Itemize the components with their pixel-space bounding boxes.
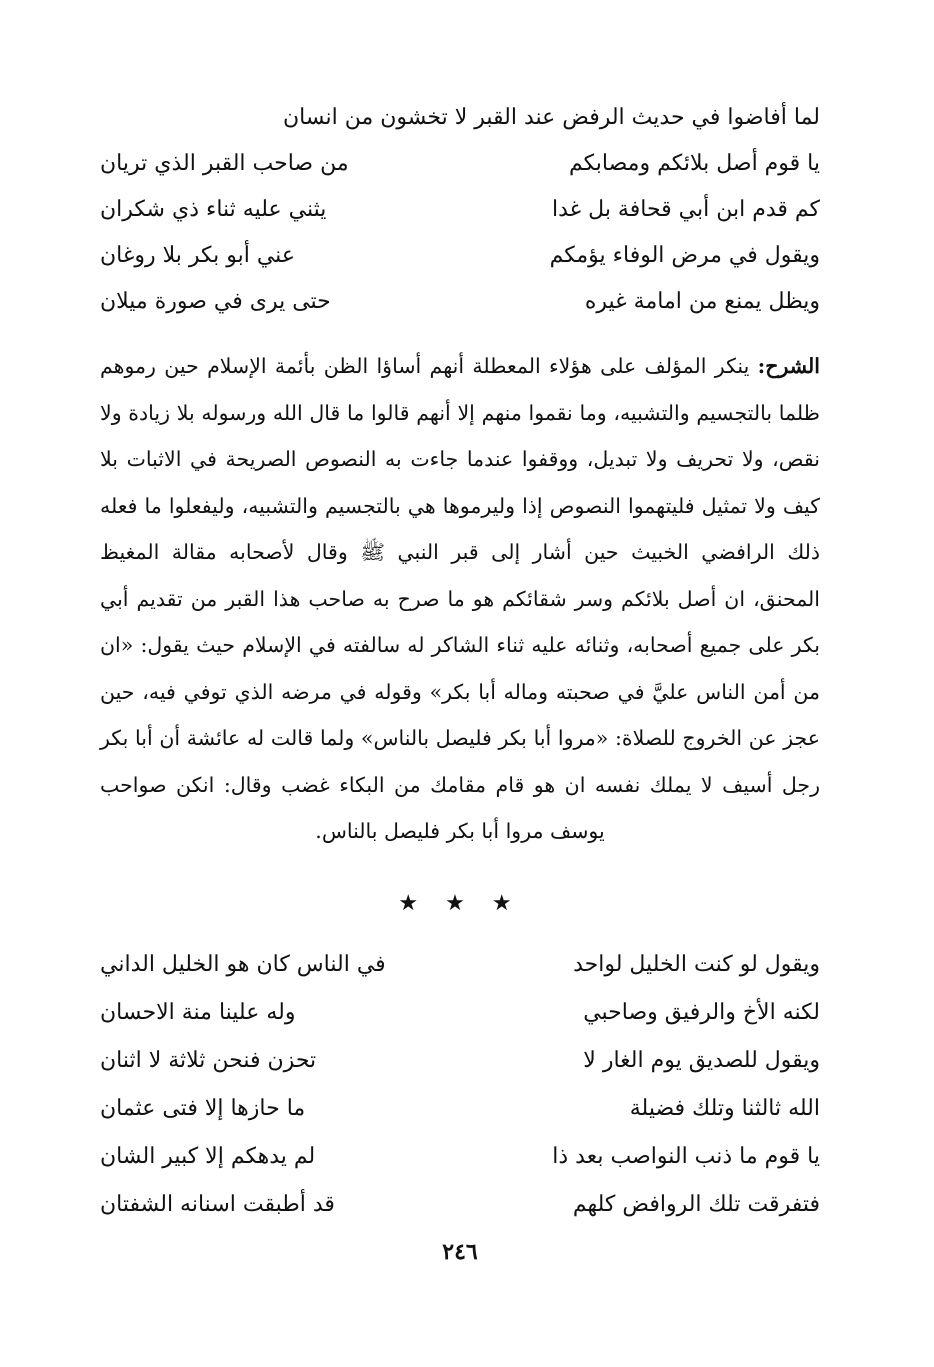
verse-first-hemistich: لكنه الأخ والرفيق وصاحبي xyxy=(583,999,820,1025)
verse-first-hemistich: كم قدم ابن أبي قحافة بل غدا xyxy=(552,197,820,222)
verse-second-hemistich: يثني عليه ثناء ذي شكران xyxy=(100,197,327,222)
verse-second-hemistich: قد أطبقت اسنانه الشفتان xyxy=(100,1191,335,1217)
verse-second-hemistich: لم يدهكم إلا كبير الشان xyxy=(100,1143,316,1169)
book-page xyxy=(100,95,820,1325)
commentary-label: الشرح: xyxy=(757,354,820,378)
verse-second-hemistich: وله علينا منة الاحسان xyxy=(100,999,296,1025)
verse-line xyxy=(100,141,820,187)
verse-first-hemistich: ويقول للصديق يوم الغار لا xyxy=(583,1047,820,1073)
section-separator: ★ ★ ★ xyxy=(398,890,522,916)
verse-second-hemistich: عني أبو بكر بلا روغان xyxy=(100,243,295,268)
verse-line xyxy=(100,1181,820,1229)
verse-second-hemistich: ما حازها إلا فتى عثمان xyxy=(100,1095,306,1121)
poem-verses-top xyxy=(100,95,820,325)
verse-second-hemistich: حتى يرى في صورة ميلان xyxy=(100,289,331,314)
verse-line xyxy=(100,187,820,233)
verse-line xyxy=(100,1133,820,1181)
page-number: ٢٤٦ xyxy=(442,1238,478,1265)
verse-line xyxy=(100,279,820,325)
verse-second-hemistich: في الناس كان هو الخليل الداني xyxy=(100,951,386,977)
verse-line xyxy=(100,1037,820,1085)
verse-first-hemistich: فتفرقت تلك الروافض كلهم xyxy=(572,1191,820,1217)
poem-verses-bottom xyxy=(100,941,820,1229)
commentary-paragraph xyxy=(100,343,820,855)
verse-line xyxy=(100,233,820,279)
verse-text: لما أفاضوا في حديث الرفض عند القبر لا تخشون من انسان xyxy=(282,105,820,130)
verse-second-hemistich: من صاحب القبر الذي تريان xyxy=(100,151,349,176)
verse-first-hemistich: الله ثالثنا وتلك فضيلة xyxy=(629,1095,820,1121)
verse-line xyxy=(100,1085,820,1133)
verse-first-hemistich: ويقول في مرض الوفاء يؤمكم xyxy=(549,243,820,268)
verse-line xyxy=(100,941,820,989)
verse-first-hemistich: ويقول لو كنت الخليل لواحد xyxy=(573,951,820,977)
verse-first-hemistich: يا قوم أصل بلائكم ومصابكم xyxy=(568,151,820,176)
verse-first-hemistich: ويظل يمنع من امامة غيره xyxy=(584,289,820,314)
verse-line-full xyxy=(100,95,820,141)
verse-first-hemistich: يا قوم ما ذنب النواصب بعد ذا xyxy=(552,1143,820,1169)
verse-second-hemistich: تحزن فنحن ثلاثة لا اثنان xyxy=(100,1047,317,1073)
commentary-text: ينكر المؤلف على هؤلاء المعطلة أنهم أساؤا الظن بأئمة الإسلام حين رموهم ظلما بالتجسيم والتشبيه، وما نقموا منهم إلا أنهم قالوا ما قال الله ورسوله بلا زيادة ولا نقص، ولا تحريف ولا تبديل، ووقفوا عندما جاءت به النصوص الصريحة في الاثبات بلا كيف ولا تمثيل فليتهموا النصوص إذا وليرموها هي بالتجسيم والتشبيه، وليفعلوا ما فعله ذلك الرافضي الخبيث حين أشار إلى قبر النبي ﷺ وقال لأصحابه مقالة المغيظ المحنق، ان أصل بلائكم وسر شقائكم هو ما صرح به صاحب هذا القبر من تقديم أبي بكر على جميع أصحابه، وثنائه عليه ثناء الشاكر له سالفته في الإسلام حيث يقول: «ان من أمن الناس عليَّ في صحبته وماله أبا بكر» وقوله في مرضه الذي توفي فيه، حين عجز عن الخروج للصلاة: «مروا أبا بكر فليصل بالناس» ولما قالت له عائشة أن أبا بكر رجل أسيف لا يملك نفسه ان هو قام مقامك من البكاء غضب وقال: انكن صواحب يوسف مروا أبا بكر فليصل بالناس. xyxy=(100,354,820,843)
verse-line xyxy=(100,989,820,1037)
